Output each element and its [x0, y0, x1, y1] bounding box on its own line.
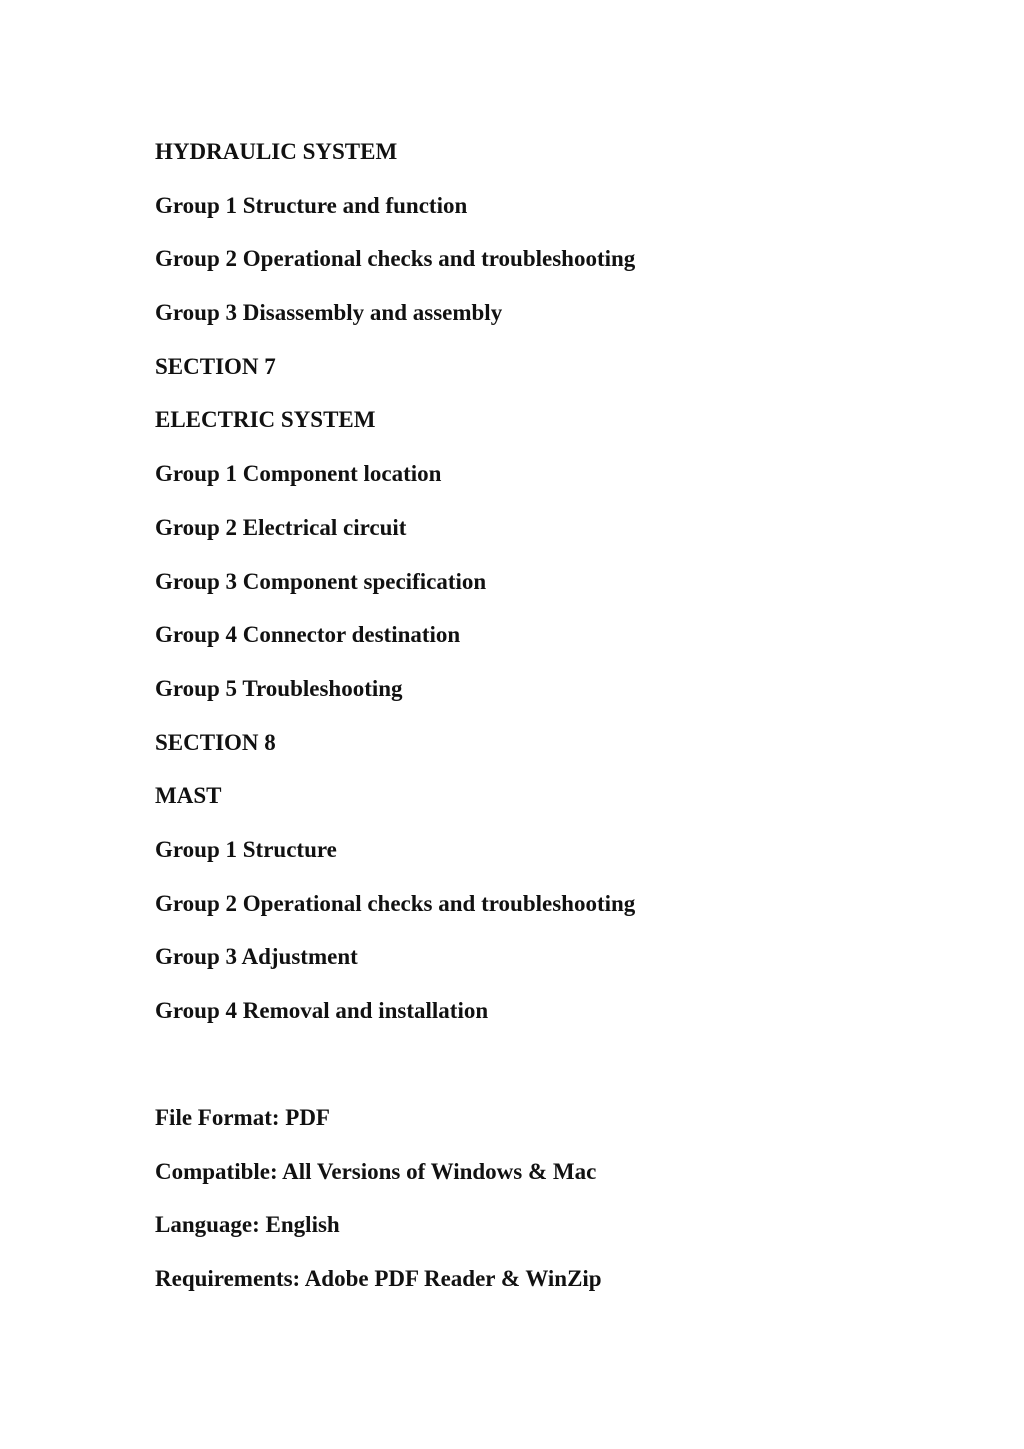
language: Language: English	[155, 1212, 340, 1238]
file-info	[155, 1104, 602, 1319]
toc-heading-hydraulic-system: HYDRAULIC SYSTEM	[155, 139, 398, 164]
toc-item-hydraulic-group-3: Group 3 Disassembly and assembly	[155, 300, 503, 326]
table-of-contents	[155, 138, 635, 1051]
toc-item-electric-group-1: Group 1 Component location	[155, 461, 442, 487]
toc-item-electric-group-3: Group 3 Component specification	[155, 568, 487, 594]
compatibility: Compatible: All Versions of Windows & Mac	[155, 1158, 597, 1184]
toc-item-electric-group-5: Group 5 Troubleshooting	[155, 675, 403, 701]
toc-item-electric-group-2: Group 2 Electrical circuit	[155, 514, 407, 540]
toc-heading-mast: MAST	[155, 783, 222, 809]
toc-item-mast-group-3: Group 3 Adjustment	[155, 944, 358, 970]
toc-item-mast-group-2: Group 2 Operational checks and troubleshooting	[155, 890, 636, 916]
toc-item-hydraulic-group-2: Group 2 Operational checks and troubleshooting	[155, 246, 636, 272]
toc-item-mast-group-4: Group 4 Removal and installation	[155, 998, 489, 1023]
toc-item-mast-group-1: Group 1 Structure	[155, 836, 337, 862]
toc-heading-electric-system: ELECTRIC SYSTEM	[155, 407, 376, 433]
file-format: File Format: PDF	[155, 1105, 330, 1130]
toc-item-electric-group-4: Group 4 Connector destination	[155, 622, 461, 648]
toc-section-8: SECTION 8	[155, 729, 276, 755]
toc-section-7: SECTION 7	[155, 353, 276, 379]
requirements: Requirements: Adobe PDF Reader & WinZip	[155, 1266, 602, 1292]
toc-item-hydraulic-group-1: Group 1 Structure and function	[155, 192, 468, 218]
